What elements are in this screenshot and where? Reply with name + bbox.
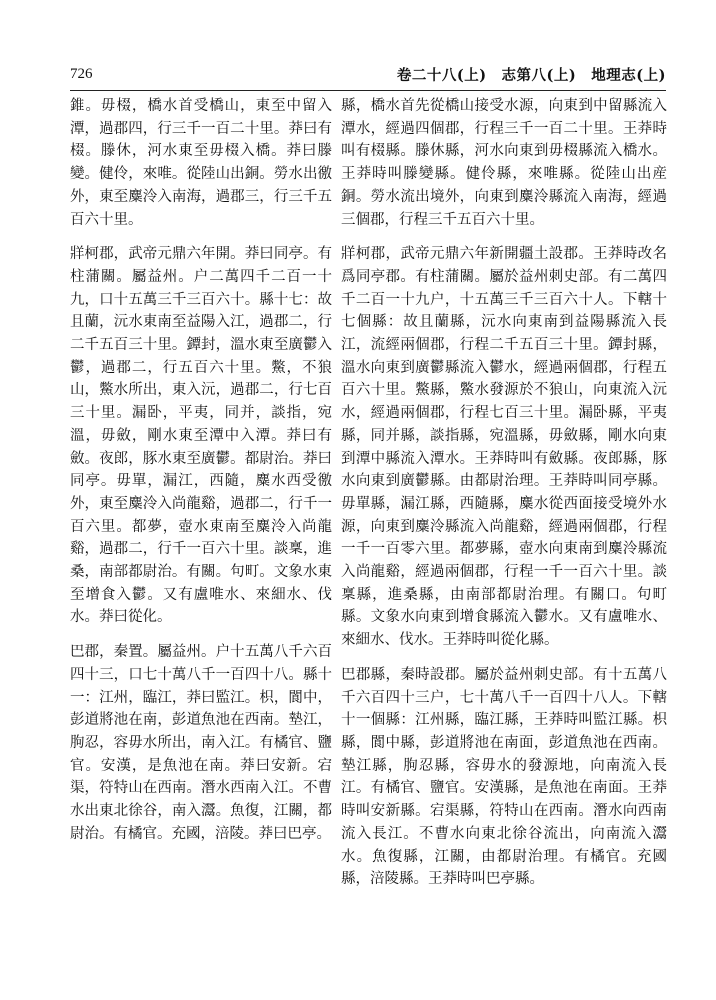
translation-paragraph-ba: 巴郡縣，秦時設郡。屬於益州刺史部。有十五萬八千六百四十三户，七十萬八千一百四十八人。下轄十一個縣：江州縣，臨江縣，王莽時叫監江縣。枳縣，閬中縣，彭道將池在南面，彭道魚池在西南。墊江縣，朐忍縣，容毋水的發源地，向南流入長江。有橘官、鹽官。安漢縣，是魚池在南面。王莽時叫安新縣。宕渠縣，符特山在西南。潛水向西南流入長江。不曹水向東北徐谷流出，向南流入灊水。魚復縣，江關，由都尉治理。有橘官。充國縣，涪陵縣。王莽時叫巴亭縣。 [341, 666, 667, 888]
page-number: 726 [70, 66, 93, 82]
header-rule [70, 90, 666, 91]
translation-column [341, 95, 667, 888]
translation-paragraph-yizhou-end: 縣，橋水首先從橋山接受水源，向東到中留縣流入潭水，經過四個郡，行程三千一百二十里。王莽時叫有棳縣。滕休縣，河水向東到毋棳縣流入橋水。王莽時叫滕變縣。健伶縣，來唯縣。從陸山出産銅。勞水流出境外，向東到麋泠縣流入南海，經過三個郡，行程三千五百六十里。 [341, 98, 667, 228]
classical-text-column [70, 95, 332, 865]
page-header [70, 64, 666, 90]
classical-paragraph-yizhou-end: 錐。毋棳，橋水首受橋山，東至中留入潭，過郡四，行三千一百二十里。莽曰有棳。滕休，河水東至毋棳入橋。莽曰滕變。健伶，來唯。從陸山出銅。勞水出徼外，東至麋泠入南海，過郡三，行三千五百六十里。 [70, 98, 332, 228]
translation-paragraph-zangke: 牂柯郡，武帝元鼎六年新開疆土設郡。王莽時改名爲同亭郡。有柱蒲關。屬於益州刺史部。有二萬四千二百一十九户，十五萬三千三百六十人。下轄十七個縣：故且蘭縣，沅水向東南到益陽縣流入長江，流經兩個郡，行程二千五百三十里。鐔封縣，溫水向東到廣鬱縣流入鬱水，經過兩個郡，行程五百六十里。鱉縣，鱉水發源於不狼山，向東流入沅水，經過兩個郡，行程七百三十里。漏卧縣，平夷縣，同并縣，談指縣，宛溫縣，毋斂縣，剛水向東到潭中縣流入潭水。王莽時叫有斂縣。夜郎縣，豚水向東到廣鬱縣。由都尉治理。王莽時叫同亭縣。毋單縣，漏江縣，西隨縣，麋水從西面接受境外水源，向東到麋泠縣流入尚龍谿，經過兩個郡，行程一千一百零六里。都夢縣，壺水向東南到麋泠縣流入尚龍谿，經過兩個郡，行程一千一百六十里。談稟縣，進桑縣，由南部都尉治理。有關口。句町縣。文象水向東到增食縣流入鬱水。又有盧唯水、來細水、伐水。王莽時叫從化縣。 [341, 246, 667, 649]
running-head: 卷二十八(上) 志第八(上) 地理志(上) [396, 67, 666, 84]
classical-paragraph-zangke: 牂柯郡，武帝元鼎六年開。莽曰同亭。有柱蒲關。屬益州。户二萬四千二百一十九，口十五萬三千三百六十。縣十七：故且蘭，沅水東南至益陽入江，過郡二，行二千五百三十里。鐔封，溫水東至廣鬱入鬱，過郡二，行五百六十里。鱉，不狼山，鱉水所出，東入沅，過郡二，行七百三十里。漏卧，平夷，同并，談指，宛溫，毋斂，剛水東至潭中入潭。莽曰有斂。夜郎，豚水東至廣鬱。都尉治。莽曰同亭。毋單，漏江，西隨，麋水西受徼外，東至麋泠入尚龍谿，過郡二，行千一百六里。都夢，壺水東南至麋泠入尚龍谿，過郡二，行千一百六十里。談稟，進桑，南部都尉治。有關。句町。文象水東至增食入鬱。又有盧唯水、來細水、伐水。莽曰從化。 [70, 246, 332, 626]
classical-paragraph-ba: 巴郡，秦置。屬益州。户十五萬八千六百四十三，口七十萬八千一百四十八。縣十一：江州，臨江，莽曰監江。枳，閬中，彭道將池在南，彭道魚池在西南。墊江，朐忍，容毋水所出，南入江。有橘官、鹽官。安漢，是魚池在南。莽曰安新。宕渠，符特山在西南。潛水西南入江。不曹水出東北徐谷，南入灊。魚復，江關，都尉治。有橘官。充國，涪陵。莽曰巴亭。 [70, 644, 332, 842]
